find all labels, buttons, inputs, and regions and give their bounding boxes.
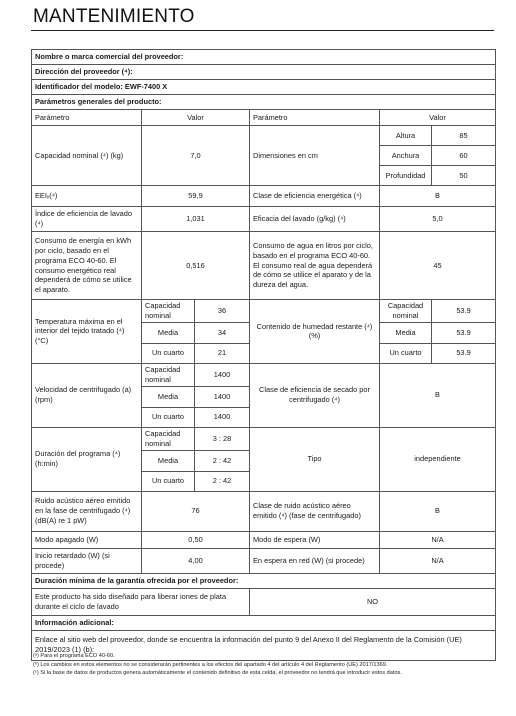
- page-title: MANTENIMIENTO: [33, 6, 195, 27]
- energy-class-label: Clase de eficiencia energética (⁴): [250, 186, 380, 207]
- value-header-2: Valor: [380, 110, 496, 126]
- model-id-row: [32, 80, 496, 95]
- spin-class-value: B: [380, 363, 496, 427]
- eei-row: [32, 186, 496, 207]
- supplier-name-label: Nombre o marca comercial del proveedor:: [32, 50, 496, 65]
- model-id-label: Identificador del modelo: EWF-7400 X: [32, 80, 496, 95]
- supplier-address-label: Dirección del proveedor (⁴):: [32, 65, 496, 80]
- delay-start-row: [32, 548, 496, 573]
- spin-speed-label: Velocidad de centrifugado (a) (rpm): [32, 363, 142, 427]
- load-quarter-label-2: Un cuarto: [380, 343, 432, 363]
- type-value: independiente: [380, 427, 496, 491]
- param-header: Parámetro: [32, 110, 142, 126]
- silver-value: NO: [250, 588, 496, 615]
- eei-value: 59,9: [142, 186, 250, 207]
- capacity-value: 7,0: [142, 126, 250, 186]
- warranty-label: Duración mínima de la garantía ofrecida por el proveedor:: [32, 573, 496, 588]
- general-params-row: [32, 95, 496, 110]
- website-text: Enlace al sitio web del proveedor, donde se encuentra la información del punto 9 del Anexo II del Reglamento de la Comisión (UE) 2019/2023 (1) (b):: [32, 630, 496, 660]
- height-value: 85: [432, 126, 496, 146]
- wash-index-row: [32, 207, 496, 232]
- water-consumption-label: Consumo de agua en litros por ciclo, basado en el programa ECO 40-60. El consumo real de agua dependerá de cómo se utilice el aparato y de la dureza del agua.: [250, 232, 380, 300]
- spin-speed-full: 1400: [195, 363, 250, 386]
- width-label: Anchura: [380, 146, 432, 166]
- spin-speed-quarter: 1400: [195, 407, 250, 427]
- footnote-2: (ᵇ) Los cambios en estos elementos no se considerarán pertinentes a los efectos del apartado 4 del artículo 4 del Reglamento (UE) 2017/1369.: [33, 661, 388, 668]
- load-half-label: Media: [142, 322, 195, 343]
- footnote-3: (ᶜ) Si la base de datos de productos genera automáticamente el contenido definitivo de esta celda, el proveedor no tendrá que introducir estos datos.: [33, 670, 402, 677]
- duration-load-full-label: Capacidad nominal: [142, 427, 195, 450]
- depth-label: Profundidad: [380, 166, 432, 186]
- rinse-value: 5,0: [380, 207, 496, 232]
- width-value: 60: [432, 146, 496, 166]
- energy-consumption-value: 0,516: [142, 232, 250, 300]
- spin-load-half-label: Media: [142, 386, 195, 407]
- spin-class-label: Clase de eficiencia de secado por centrifugado (⁴): [250, 363, 380, 427]
- moisture-full: 53.9: [432, 300, 496, 323]
- value-header: Valor: [142, 110, 250, 126]
- noise-value: 76: [142, 491, 250, 531]
- noise-label: Ruido acústico aéreo emitido en la fase de centrifugado (⁴) (dB(A) re 1 pW): [32, 491, 142, 531]
- footnote-1: (ᵃ) Para el programa ECO 40-60.: [33, 653, 115, 659]
- noise-row: [32, 491, 496, 531]
- moisture-half: 53.9: [432, 322, 496, 343]
- water-consumption-value: 45: [380, 232, 496, 300]
- general-params-label: Parámetros generales del producto:: [32, 95, 496, 110]
- temperature-full: 36: [195, 300, 250, 323]
- type-label: Tipo: [250, 427, 380, 491]
- moisture-label: Contenido de humedad restante (⁴) (%): [250, 300, 380, 364]
- wash-index-label: Índice de eficiencia de lavado (⁴): [32, 207, 142, 232]
- energy-consumption-label: Consumo de energía en kWh por ciclo, basado en el programa ECO 40-60. El consumo energético real dependerá de cómo se utilice el aparato.: [32, 232, 142, 300]
- additional-row: [32, 615, 496, 630]
- temperature-label: Temperatura máxima en el interior del tejido tratado (⁴) (°C): [32, 300, 142, 364]
- duration-load-quarter-label: Un cuarto: [142, 471, 195, 491]
- load-full-label-2: Capacidad nominal: [380, 300, 432, 323]
- load-full-label: Capacidad nominal: [142, 300, 195, 323]
- delay-start-value: 4,00: [142, 548, 250, 573]
- product-info-sheet: [31, 49, 496, 661]
- height-label: Altura: [380, 126, 432, 146]
- temperature-full-row: [32, 300, 496, 323]
- duration-full: 3 : 28: [195, 427, 250, 450]
- duration-load-half-label: Media: [142, 450, 195, 471]
- param-header-2: Parámetro: [250, 110, 380, 126]
- footnotes: [33, 652, 493, 678]
- network-standby-value: N/A: [380, 548, 496, 573]
- spin-load-full-label: Capacidad nominal: [142, 363, 195, 386]
- energy-class-value: B: [380, 186, 496, 207]
- spin-full-row: [32, 363, 496, 386]
- header-row: [32, 110, 496, 126]
- duration-full-row: [32, 427, 496, 450]
- duration-half: 2 : 42: [195, 450, 250, 471]
- duration-label: Duración del programa (⁴) (h:min): [32, 427, 142, 491]
- noise-class-label: Clase de ruido acústico aéreo emitido (⁴) (fase de centrifugado): [250, 491, 380, 531]
- capacity-label: Capacidad nominal (⁴) (kg): [32, 126, 142, 186]
- load-half-label-2: Media: [380, 322, 432, 343]
- additional-label: Información adicional:: [32, 615, 496, 630]
- temperature-half: 34: [195, 322, 250, 343]
- temperature-quarter: 21: [195, 343, 250, 363]
- consumption-row: [32, 232, 496, 300]
- off-mode-row: [32, 531, 496, 548]
- eei-label: EEIᵥ(⁴): [32, 186, 142, 207]
- depth-value: 50: [432, 166, 496, 186]
- moisture-quarter: 53.9: [432, 343, 496, 363]
- silver-row: [32, 588, 496, 615]
- duration-quarter: 2 : 42: [195, 471, 250, 491]
- standby-value: N/A: [380, 531, 496, 548]
- supplier-name-row: [32, 50, 496, 65]
- warranty-row: [32, 573, 496, 588]
- dimensions-label: Dimensiones en cm: [250, 126, 380, 186]
- title-underline: [31, 30, 494, 31]
- off-mode-value: 0,50: [142, 531, 250, 548]
- network-standby-label: En espera en red (W) (si procede): [250, 548, 380, 573]
- spin-speed-half: 1400: [195, 386, 250, 407]
- spin-load-quarter-label: Un cuarto: [142, 407, 195, 427]
- rinse-label: Eficacia del lavado (g/kg) (⁴): [250, 207, 380, 232]
- off-mode-label: Modo apagado (W): [32, 531, 142, 548]
- delay-start-label: Inicio retardado (W) (si procede): [32, 548, 142, 573]
- wash-index-value: 1,031: [142, 207, 250, 232]
- standby-label: Modo de espera (W): [250, 531, 380, 548]
- noise-class-value: B: [380, 491, 496, 531]
- supplier-address-row: [32, 65, 496, 80]
- silver-label: Este producto ha sido diseñado para liberar iones de plata durante el ciclo de lavado: [32, 588, 250, 615]
- capacity-row: [32, 126, 496, 146]
- load-quarter-label: Un cuarto: [142, 343, 195, 363]
